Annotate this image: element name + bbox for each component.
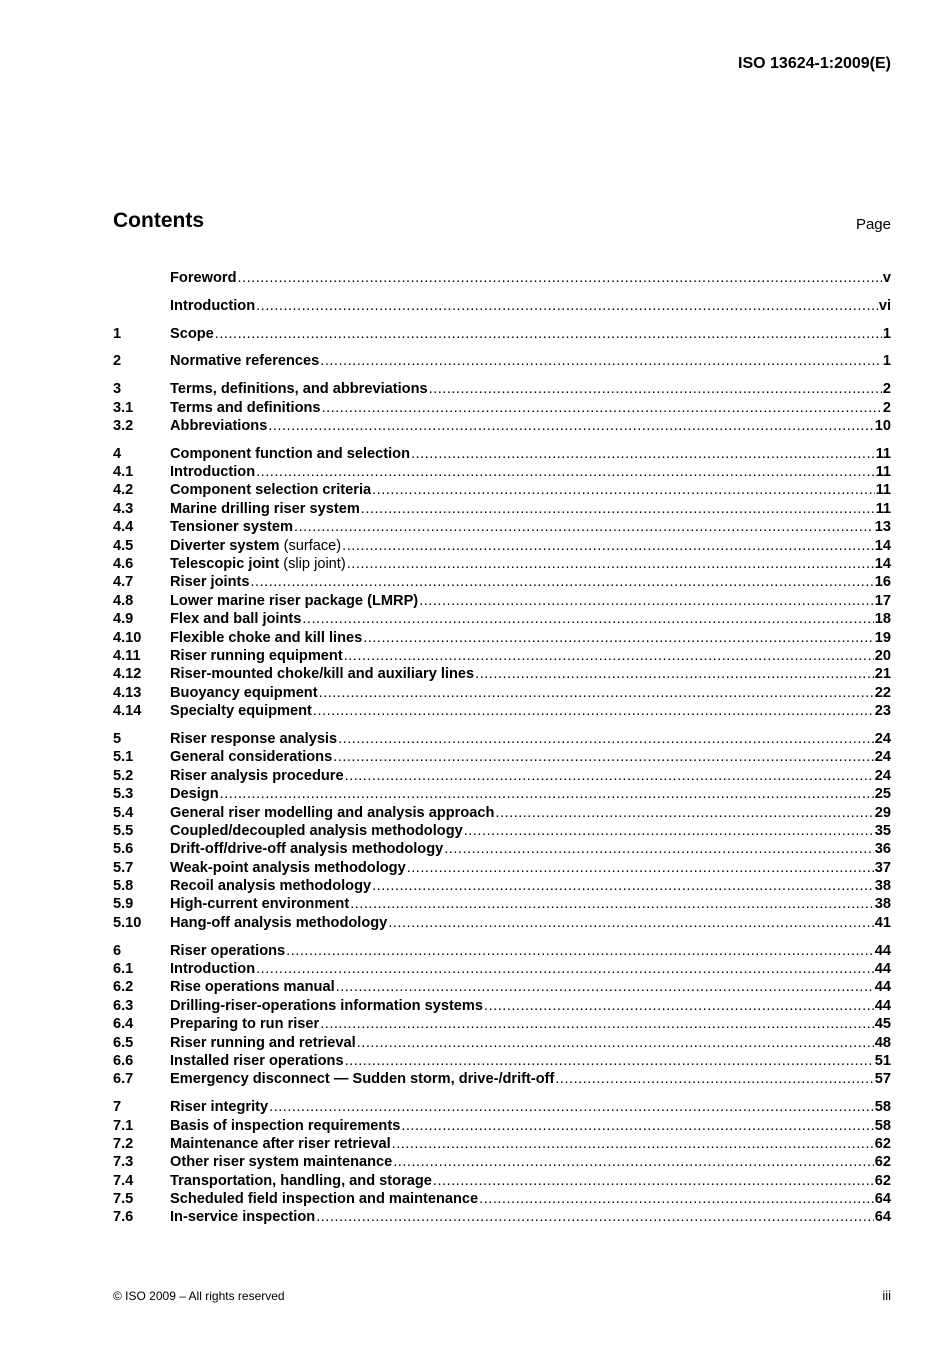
toc-entry-number: 5.1: [113, 749, 134, 766]
toc-entry-page: 62: [874, 1172, 891, 1189]
toc-entry-title: [170, 730, 337, 748]
toc-entry-page: 11: [875, 445, 891, 462]
toc-entry[interactable]: [113, 1098, 891, 1116]
dot-leader: [350, 895, 874, 913]
toc-entry[interactable]: [113, 822, 891, 840]
toc-entry-title-text: Design: [170, 786, 219, 803]
toc-entry-title-text: Diverter system: [170, 537, 280, 554]
toc-entry-page: 17: [874, 592, 891, 609]
toc-entry-title-text: High-current environment: [170, 896, 350, 913]
dot-leader: [256, 463, 874, 481]
toc-entry-number: 4.4: [113, 519, 134, 536]
dot-leader: [393, 1153, 874, 1171]
toc-entry-title: [170, 592, 418, 610]
toc-entry-title: [170, 380, 428, 398]
dot-leader: [401, 1117, 873, 1135]
toc-entry-title: [170, 481, 371, 499]
toc-entry-page: 29: [874, 804, 891, 821]
dot-leader: [237, 269, 881, 287]
toc-entry-title-text: Hang-off analysis methodology: [170, 914, 388, 931]
toc-entry-title-text: Terms, definitions, and abbreviations: [170, 381, 428, 398]
dot-leader: [215, 325, 882, 343]
toc-entry-title-text: Flex and ball joints: [170, 611, 302, 628]
toc-entry-number: 3.2: [113, 417, 134, 434]
toc-entry-title: [170, 804, 494, 822]
toc-entry-page: 44: [874, 979, 891, 996]
dot-leader: [338, 730, 874, 748]
toc-entry-page: 62: [874, 1135, 891, 1152]
toc-entry-title-text: Buoyancy equipment: [170, 684, 318, 701]
toc-entry-title-text: Preparing to run riser: [170, 1016, 320, 1033]
toc-entry[interactable]: [113, 1153, 891, 1171]
toc-entry-title-text: Marine drilling riser system: [170, 500, 360, 517]
toc-entry-title-text: Riser running equipment: [170, 647, 343, 664]
dot-leader: [419, 592, 874, 610]
toc-entry-title-text: Lower marine riser package (LMRP): [170, 592, 419, 609]
toc-entry-title: [170, 500, 360, 518]
toc-entry-page: 16: [874, 574, 891, 591]
toc-entry[interactable]: [113, 592, 891, 610]
toc-entry-title: [170, 573, 249, 591]
toc-entry[interactable]: [113, 997, 891, 1015]
toc-entry-title: [170, 537, 341, 555]
dot-leader: [475, 665, 874, 683]
toc-entry[interactable]: [113, 895, 891, 913]
toc-entry[interactable]: [113, 1052, 891, 1070]
toc-entry[interactable]: [113, 665, 891, 683]
toc-entry-title: [170, 269, 236, 287]
toc-entry[interactable]: [113, 1208, 891, 1226]
toc-entry-title-text: Recoil analysis methodology: [170, 878, 372, 895]
toc-entry-page: 10: [874, 417, 891, 434]
toc-entry-title: [170, 352, 319, 370]
toc-entry-title-text: In-service inspection: [170, 1209, 316, 1226]
toc-entry-title: [170, 1153, 392, 1171]
toc-entry-title-text: Drift-off/drive-off analysis methodology: [170, 841, 444, 858]
toc-entry-title-text: Scheduled field inspection and maintenance: [170, 1191, 479, 1208]
toc-entry[interactable]: [113, 804, 891, 822]
toc-entry-title: [170, 960, 255, 978]
toc-entry-number: 4.11: [113, 647, 141, 664]
toc-entry-page: 25: [874, 786, 891, 803]
toc-entry-title-text: Specialty equipment: [170, 703, 312, 720]
toc-entry-page: 37: [874, 859, 891, 876]
toc-entry[interactable]: [113, 573, 891, 591]
dot-leader: [320, 1015, 874, 1033]
dot-leader: [555, 1070, 873, 1088]
toc-entry-title: [170, 1190, 478, 1208]
toc-entry-title: [170, 997, 483, 1015]
toc-entry-number: 7.4: [113, 1172, 134, 1189]
dot-leader: [433, 1172, 874, 1190]
toc-entry-number: 4.14: [113, 703, 142, 720]
page-number: iii: [882, 1288, 891, 1303]
dot-leader: [345, 767, 874, 785]
toc-entry[interactable]: [113, 1172, 891, 1190]
toc-entry-page: 23: [874, 703, 891, 720]
toc-entry-title: [170, 1117, 400, 1135]
dot-leader: [344, 647, 874, 665]
dot-leader: [363, 629, 874, 647]
toc-entry-title: [170, 647, 343, 665]
dot-leader: [316, 1208, 874, 1226]
toc-entry-title: [170, 399, 321, 417]
dot-leader: [411, 445, 875, 463]
toc-entry-title: [170, 914, 387, 932]
toc-entry-title-text: Installed riser operations: [170, 1052, 344, 1069]
toc-entry-page: 38: [874, 878, 891, 895]
toc-entry-number: 4.7: [113, 574, 134, 591]
toc-entry-title-suffix: (slip joint): [279, 556, 346, 573]
toc-entry-number: 4.6: [113, 556, 134, 573]
toc-entry-number: 4.13: [113, 684, 142, 701]
toc-entry-page: 1: [882, 325, 891, 342]
toc-entry-page: 11: [875, 500, 891, 517]
toc-entry-page: 44: [874, 997, 891, 1014]
dot-leader: [320, 352, 882, 370]
toc-entry-title: [170, 859, 406, 877]
toc-entry[interactable]: [113, 537, 891, 555]
toc-entry-title: [170, 1015, 319, 1033]
dot-leader: [347, 555, 874, 573]
dot-leader: [444, 840, 874, 858]
toc-entry-number: 5.8: [113, 878, 134, 895]
toc-entry-title: [170, 463, 255, 481]
toc-entry-number: 4.3: [113, 500, 134, 517]
toc-entry-title: [170, 555, 346, 573]
toc-entry-title: [170, 629, 362, 647]
dot-leader: [495, 804, 873, 822]
toc-entry-title-text: Rise operations manual: [170, 979, 335, 996]
toc-entry[interactable]: [113, 859, 891, 877]
toc-entry[interactable]: [113, 978, 891, 996]
toc-entry-number: 6.5: [113, 1034, 134, 1051]
toc-entry[interactable]: [113, 500, 891, 518]
dot-leader: [372, 481, 874, 499]
toc-entry-page: 2: [882, 399, 891, 416]
dot-leader: [322, 399, 882, 417]
toc-entry[interactable]: [113, 1034, 891, 1052]
toc-entry[interactable]: [113, 1117, 891, 1135]
toc-entry-title-text: General riser modelling and analysis approach: [170, 804, 495, 821]
toc-entry[interactable]: [113, 417, 891, 435]
toc-entry-page: 13: [874, 519, 891, 536]
toc-entry[interactable]: [113, 647, 891, 665]
toc-entry-number: 3: [113, 381, 122, 398]
dot-leader: [256, 297, 878, 315]
toc-entry-title: [170, 417, 267, 435]
toc-entry-title-text: Flexible choke and kill lines: [170, 629, 363, 646]
dot-leader: [464, 822, 874, 840]
toc-entry-page: 14: [874, 556, 891, 573]
toc-entry-title-text: Tensioner system: [170, 519, 294, 536]
toc-entry-title: [170, 822, 463, 840]
dot-leader: [256, 960, 874, 978]
toc-entry[interactable]: [113, 399, 891, 417]
toc-entry-title: [170, 1070, 554, 1088]
toc-entry-number: 6.4: [113, 1016, 134, 1033]
toc-entry-number: 7.3: [113, 1154, 134, 1171]
dot-leader: [319, 684, 874, 702]
toc-entry[interactable]: [113, 1015, 891, 1033]
dot-leader: [268, 417, 873, 435]
toc-entry[interactable]: [113, 702, 891, 720]
toc-entry-title: [170, 767, 344, 785]
toc-entry-title: [170, 1052, 344, 1070]
toc-entry-title-text: Telescopic joint: [170, 556, 280, 573]
toc-entry-title-text: Weak-point analysis methodology: [170, 859, 406, 876]
toc-entry-number: 6.7: [113, 1071, 134, 1088]
toc-entry[interactable]: [113, 960, 891, 978]
toc-entry[interactable]: [113, 269, 891, 287]
toc-entry-page: 64: [874, 1191, 891, 1208]
toc-entry[interactable]: [113, 1190, 891, 1208]
dot-leader: [342, 537, 874, 555]
toc-entry[interactable]: [113, 481, 891, 499]
toc-entry-title-text: Component function and selection: [170, 445, 410, 462]
toc-entry-page: vi: [878, 297, 891, 314]
toc-entry-page: 21: [874, 666, 891, 683]
dot-leader: [484, 997, 874, 1015]
dot-leader: [479, 1190, 874, 1208]
toc-entry-number: 7.1: [113, 1117, 134, 1134]
toc-entry-page: 22: [874, 684, 891, 701]
toc-entry-number: 6.6: [113, 1052, 134, 1069]
toc-entry[interactable]: [113, 463, 891, 481]
dot-leader: [286, 942, 874, 960]
toc-entry-title-text: Introduction: [170, 464, 256, 481]
dot-leader: [302, 610, 873, 628]
toc-entry-title: [170, 840, 443, 858]
toc-entry-title: [170, 877, 371, 895]
toc-entry-title-text: Terms and definitions: [170, 399, 321, 416]
toc-entry-title-text: Riser joints: [170, 574, 250, 591]
dot-leader: [357, 1034, 874, 1052]
toc-entry-number: 4.8: [113, 592, 134, 609]
toc-entry-page: 24: [874, 730, 891, 747]
toc-entry-number: 5.6: [113, 841, 134, 858]
toc-entry-number: 5.3: [113, 786, 134, 803]
toc-entry[interactable]: [113, 297, 891, 315]
toc-entry-number: 7.6: [113, 1209, 134, 1226]
toc-entry-page: 14: [874, 537, 891, 554]
toc-entry-number: 4.1: [113, 464, 134, 481]
toc-entry-number: 1: [113, 325, 122, 342]
toc-entry-title-suffix: (surface): [279, 537, 342, 554]
toc-entry-page: 36: [874, 841, 891, 858]
toc-entry-page: 11: [875, 482, 891, 499]
toc-entry[interactable]: [113, 555, 891, 573]
toc-entry-number: 6.3: [113, 997, 134, 1014]
toc-entry-number: 5: [113, 730, 122, 747]
toc-entry-title: [170, 748, 332, 766]
toc-entry-title-text: Riser analysis procedure: [170, 767, 344, 784]
toc-entry-number: 5.10: [113, 914, 142, 931]
dot-leader: [220, 785, 874, 803]
toc-entry-number: 6.1: [113, 961, 134, 978]
toc-entry-title-text: Component selection criteria: [170, 482, 372, 499]
toc-entry-page: 2: [882, 381, 891, 398]
dot-leader: [345, 1052, 874, 1070]
toc-entry[interactable]: [113, 325, 891, 343]
toc-entry[interactable]: [113, 748, 891, 766]
toc-entry-page: 1: [882, 353, 891, 370]
toc-entry-page: 51: [874, 1052, 891, 1069]
toc-entry-page: 24: [874, 767, 891, 784]
toc-entry[interactable]: [113, 1070, 891, 1088]
toc-entry-title-text: Maintenance after riser retrieval: [170, 1135, 391, 1152]
toc-entry[interactable]: [113, 518, 891, 536]
toc-entry[interactable]: [113, 877, 891, 895]
dot-leader: [372, 877, 874, 895]
toc-entry[interactable]: [113, 352, 891, 370]
table-of-contents: [113, 269, 891, 1227]
toc-entry-number: 5.4: [113, 804, 134, 821]
toc-entry-page: 62: [874, 1154, 891, 1171]
toc-entry-title-text: Transportation, handling, and storage: [170, 1172, 432, 1189]
toc-entry-number: 7: [113, 1099, 122, 1116]
toc-entry-page: 44: [874, 942, 891, 959]
toc-entry-title: [170, 895, 349, 913]
toc-entry-title-text: General considerations: [170, 749, 333, 766]
toc-entry-title: [170, 1034, 356, 1052]
toc-entry-title: [170, 1208, 315, 1226]
toc-entry-number: 4.5: [113, 537, 134, 554]
toc-entry-number: 5.7: [113, 859, 134, 876]
toc-entry-title: [170, 610, 301, 628]
toc-entry-number: 4.2: [113, 482, 134, 499]
toc-entry-number: 7.2: [113, 1135, 134, 1152]
toc-entry[interactable]: [113, 684, 891, 702]
toc-entry-page: 11: [875, 464, 891, 481]
toc-entry[interactable]: [113, 785, 891, 803]
toc-entry-number: 2: [113, 353, 122, 370]
toc-entry-title-text: Scope: [170, 325, 214, 342]
toc-entry-number: 3.1: [113, 399, 134, 416]
toc-entry[interactable]: [113, 730, 891, 748]
toc-entry-title-text: Emergency disconnect — Sudden storm, drive-/drift-off: [170, 1071, 555, 1088]
toc-entry-title: [170, 518, 293, 536]
toc-entry-page: 45: [874, 1016, 891, 1033]
toc-entry-number: 7.5: [113, 1191, 134, 1208]
dot-leader: [361, 500, 875, 518]
dot-leader: [388, 914, 873, 932]
toc-entry-number: 5.9: [113, 896, 134, 913]
toc-entry-title-text: Basis of inspection requirements: [170, 1117, 401, 1134]
dot-leader: [333, 748, 874, 766]
toc-entry-page: 44: [874, 961, 891, 978]
toc-entry-title-text: Introduction: [170, 961, 256, 978]
toc-entry-number: 6.2: [113, 979, 134, 996]
toc-entry-title: [170, 942, 285, 960]
toc-entry-title-text: Riser integrity: [170, 1099, 269, 1116]
toc-entry-title-text: Coupled/decoupled analysis methodology: [170, 822, 463, 839]
toc-entry-number: 5.2: [113, 767, 134, 784]
toc-entry-title-text: Drilling-riser-operations information systems: [170, 997, 484, 1014]
toc-entry-number: 6: [113, 942, 122, 959]
dot-leader: [407, 859, 874, 877]
toc-entry-title: [170, 684, 318, 702]
toc-entry[interactable]: [113, 629, 891, 647]
document-code: ISO 13624-1:2009(E): [738, 55, 891, 72]
toc-entry-title: [170, 1098, 268, 1116]
toc-entry-page: 20: [874, 647, 891, 664]
toc-entry-title-text: Riser running and retrieval: [170, 1034, 356, 1051]
toc-entry-number: 4.10: [113, 629, 142, 646]
toc-entry[interactable]: [113, 1135, 891, 1153]
copyright-notice: © ISO 2009 – All rights reserved: [113, 1289, 285, 1303]
dot-leader: [250, 573, 873, 591]
toc-entry[interactable]: [113, 767, 891, 785]
toc-entry[interactable]: [113, 610, 891, 628]
dot-leader: [269, 1098, 874, 1116]
toc-entry-number: 5.5: [113, 822, 134, 839]
toc-entry-title-text: Riser response analysis: [170, 730, 338, 747]
page-column-label: Page: [855, 216, 891, 233]
toc-entry-title-text: Riser operations: [170, 942, 286, 959]
dot-leader: [336, 978, 874, 996]
dot-leader: [294, 518, 874, 536]
toc-entry-number: 4.12: [113, 666, 142, 683]
toc-entry-title-text: Introduction: [170, 297, 256, 314]
toc-entry-page: 41: [874, 914, 891, 931]
toc-entry-page: 19: [874, 629, 891, 646]
toc-entry-title-text: Other riser system maintenance: [170, 1154, 393, 1171]
toc-entry-title: [170, 665, 474, 683]
toc-entry-page: 58: [874, 1117, 891, 1134]
toc-entry-title: [170, 978, 335, 996]
toc-entry-number: 4: [113, 445, 122, 462]
toc-entry-title: [170, 702, 312, 720]
toc-entry-page: 64: [874, 1209, 891, 1226]
toc-entry-page: 38: [874, 896, 891, 913]
toc-entry[interactable]: [113, 445, 891, 463]
toc-entry-page: 48: [874, 1034, 891, 1051]
toc-entry[interactable]: [113, 914, 891, 932]
toc-entry-title: [170, 785, 219, 803]
toc-entry-page: 57: [874, 1071, 891, 1088]
toc-entry-page: 58: [874, 1099, 891, 1116]
toc-entry[interactable]: [113, 840, 891, 858]
toc-entry-page: v: [882, 270, 891, 286]
toc-entry-title: [170, 297, 255, 315]
toc-entry-title: [170, 325, 214, 343]
page-title: Contents: [113, 209, 204, 232]
toc-entry[interactable]: [113, 942, 891, 960]
toc-entry-page: 35: [874, 822, 891, 839]
toc-entry-page: 24: [874, 749, 891, 766]
toc-entry-title-text: Riser-mounted choke/kill and auxiliary lines: [170, 666, 475, 683]
dot-leader: [429, 380, 882, 398]
toc-entry-title-text: Abbreviations: [170, 417, 268, 434]
toc-entry-title-text: Foreword: [170, 270, 237, 286]
toc-entry-title: [170, 1172, 432, 1190]
toc-entry[interactable]: [113, 380, 891, 398]
toc-entry-title: [170, 445, 410, 463]
dot-leader: [392, 1135, 874, 1153]
toc-entry-page: 18: [874, 611, 891, 628]
toc-entry-title: [170, 1135, 391, 1153]
dot-leader: [313, 702, 874, 720]
toc-entry-title-text: Normative references: [170, 353, 320, 370]
toc-entry-number: 4.9: [113, 611, 134, 628]
